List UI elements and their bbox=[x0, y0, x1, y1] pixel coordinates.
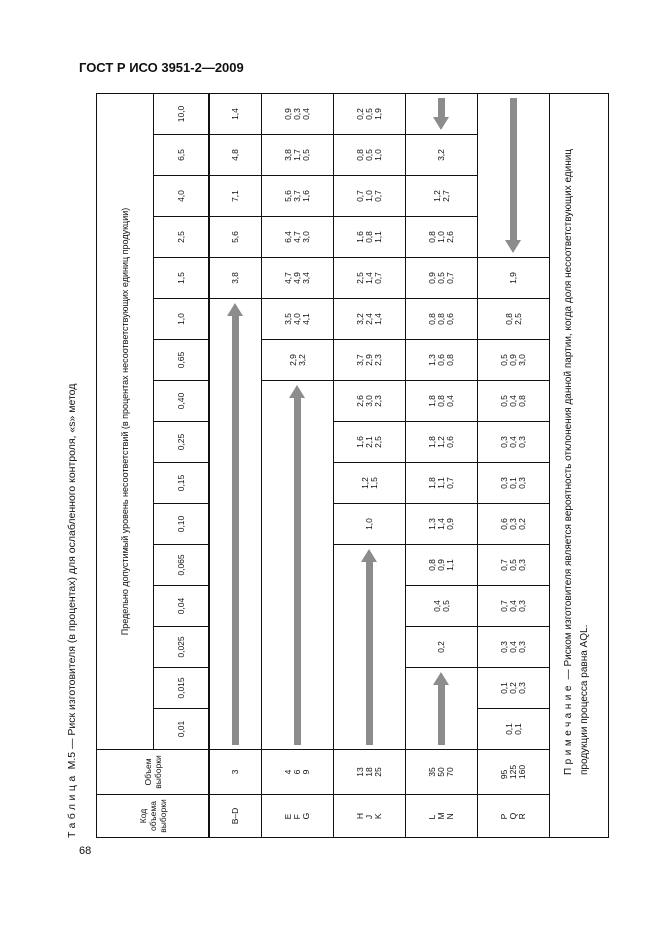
note-body: — Риском изготовителя является вероятность отклонения данной партии, когда доля несоответствующих единиц продукции процесса равна AQL. bbox=[563, 148, 590, 775]
value-cell: 1,8 1,1 0,7 bbox=[406, 463, 478, 504]
aql-header-15: 10,0 bbox=[154, 94, 210, 135]
aql-header-14: 6,5 bbox=[154, 135, 210, 176]
aql-header-3: 0,04 bbox=[154, 586, 210, 627]
value-cell: 0,9 0,5 0,7 bbox=[406, 258, 478, 299]
value-cell: 0,3 0,4 0,3 bbox=[478, 422, 550, 463]
producer-risk-table bbox=[96, 93, 550, 838]
aql-header-6: 0,15 bbox=[154, 463, 210, 504]
value-cell: 1,9 bbox=[478, 258, 550, 299]
header-aql-title: Предельно допустимый уровень несоответствий (в процентах несоответствующих единиц продукции) bbox=[97, 94, 154, 750]
aql-header-10: 1,0 bbox=[154, 299, 210, 340]
rotated-table-page bbox=[60, 90, 620, 850]
aql-header-11: 1,5 bbox=[154, 258, 210, 299]
arrow-right-icon bbox=[366, 562, 373, 745]
value-cell: 0,8 2,5 bbox=[478, 299, 550, 340]
aql-header-2: 0,025 bbox=[154, 627, 210, 668]
aql-header-9: 0,65 bbox=[154, 340, 210, 381]
value-cell: 1,3 1,4 0,9 bbox=[406, 504, 478, 545]
caption-prefix: Таблица bbox=[66, 772, 78, 838]
aql-header-7: 0,25 bbox=[154, 422, 210, 463]
arrow-left-icon bbox=[510, 98, 517, 240]
aql-header-13: 4,0 bbox=[154, 176, 210, 217]
value-cell: 0,3 0,4 0,3 bbox=[478, 627, 550, 668]
sample-code-cell: P Q R bbox=[478, 795, 550, 838]
value-cell: 3,2 bbox=[406, 135, 478, 176]
table-row bbox=[406, 94, 478, 838]
value-cell: 7,1 bbox=[209, 176, 262, 217]
value-cell: 3,2 2,4 1,4 bbox=[334, 299, 406, 340]
value-cell: 0,7 1,0 0,7 bbox=[334, 176, 406, 217]
arrow-right-icon bbox=[294, 398, 301, 745]
aql-header-1: 0,015 bbox=[154, 668, 210, 709]
table-note bbox=[547, 93, 609, 838]
value-cell: 1,2 2,7 bbox=[406, 176, 478, 217]
value-cell: 0,4 0,5 bbox=[406, 586, 478, 627]
arrow-right-cell bbox=[406, 668, 478, 750]
value-cell: 0,8 0,9 1,1 bbox=[406, 545, 478, 586]
caption-text: M.5 — Риск изготовителя (в процентах) для ослабленного контроля, «s» метод bbox=[66, 383, 78, 770]
value-cell: 0,8 0,5 1,0 bbox=[334, 135, 406, 176]
aql-header-5: 0,10 bbox=[154, 504, 210, 545]
sample-code-cell: H J K bbox=[334, 795, 406, 838]
sample-size-cell: 3 bbox=[209, 750, 262, 795]
arrow-right-cell bbox=[262, 381, 334, 750]
value-cell: 4,7 4,9 3,4 bbox=[262, 258, 334, 299]
value-cell: 0,5 0,4 0,8 bbox=[478, 381, 550, 422]
table-caption bbox=[66, 384, 78, 838]
value-cell: 2,9 3,2 bbox=[262, 340, 334, 381]
value-cell: 0,2 0,5 1,9 bbox=[334, 94, 406, 135]
value-cell: 0,7 0,5 0,3 bbox=[478, 545, 550, 586]
sample-size-cell: 4 6 9 bbox=[262, 750, 334, 795]
value-cell: 1,8 1,2 0,6 bbox=[406, 422, 478, 463]
sample-code-cell: E F G bbox=[262, 795, 334, 838]
page-number: 68 bbox=[79, 845, 92, 857]
arrow-right-icon bbox=[438, 685, 445, 745]
document-header: ГОСТ Р ИСО 3951-2—2009 bbox=[79, 60, 244, 75]
value-cell: 2,5 1,4 0,7 bbox=[334, 258, 406, 299]
value-cell: 0,8 1,0 2,6 bbox=[406, 217, 478, 258]
table-row bbox=[334, 94, 406, 838]
value-cell: 0,3 0,1 0,3 bbox=[478, 463, 550, 504]
value-cell: 0,8 0,8 0,6 bbox=[406, 299, 478, 340]
value-cell: 0,6 0,3 0,2 bbox=[478, 504, 550, 545]
value-cell: 3,8 bbox=[209, 258, 262, 299]
value-cell: 3,8 1,7 0,5 bbox=[262, 135, 334, 176]
sample-size-cell: 95 125 160 bbox=[478, 750, 550, 795]
value-cell: 5,6 3,7 1,6 bbox=[262, 176, 334, 217]
value-cell: 1,6 2,1 2,5 bbox=[334, 422, 406, 463]
aql-header-0: 0,01 bbox=[154, 709, 210, 750]
value-cell: 0,7 0,4 0,3 bbox=[478, 586, 550, 627]
note-text bbox=[561, 115, 593, 775]
value-cell: 0,2 bbox=[406, 627, 478, 668]
arrow-left-cell bbox=[406, 94, 478, 135]
header-sample-size: Объем выборки bbox=[97, 750, 210, 795]
value-cell: 1,0 bbox=[334, 504, 406, 545]
value-cell: 0,1 0,2 0,3 bbox=[478, 668, 550, 709]
value-cell: 5,6 bbox=[209, 217, 262, 258]
arrow-left-icon bbox=[438, 98, 445, 117]
value-cell: 0,1 0,1 bbox=[478, 709, 550, 750]
aql-header-4: 0,065 bbox=[154, 545, 210, 586]
header-sample-code: Код объема выборки bbox=[97, 795, 210, 838]
value-cell: 1,3 0,6 0,8 bbox=[406, 340, 478, 381]
note-label: Примечание bbox=[563, 682, 574, 775]
value-cell: 1,2 1,5 bbox=[334, 463, 406, 504]
sample-code-cell: B–D bbox=[209, 795, 262, 838]
header-row-aql-title bbox=[97, 94, 154, 838]
value-cell: 0,9 0,3 0,4 bbox=[262, 94, 334, 135]
sample-size-cell: 35 50 70 bbox=[406, 750, 478, 795]
table-row bbox=[478, 94, 550, 838]
aql-header-8: 0,40 bbox=[154, 381, 210, 422]
value-cell: 0,5 0,9 3,0 bbox=[478, 340, 550, 381]
header-row-aql-values bbox=[154, 94, 210, 838]
aql-header-12: 2,5 bbox=[154, 217, 210, 258]
arrow-right-icon bbox=[232, 316, 239, 745]
value-cell: 3,5 4,0 4,1 bbox=[262, 299, 334, 340]
table-row bbox=[262, 94, 334, 838]
arrow-right-cell bbox=[209, 299, 262, 750]
value-cell: 2,6 3,0 2,3 bbox=[334, 381, 406, 422]
value-cell: 1,8 0,8 0,4 bbox=[406, 381, 478, 422]
sample-size-cell: 13 18 25 bbox=[334, 750, 406, 795]
arrow-right-cell bbox=[334, 545, 406, 750]
value-cell: 6,4 4,7 3,0 bbox=[262, 217, 334, 258]
value-cell: 4,8 bbox=[209, 135, 262, 176]
table-row bbox=[209, 94, 262, 838]
value-cell: 1,6 0,8 1,1 bbox=[334, 217, 406, 258]
value-cell: 3,7 2,9 2,3 bbox=[334, 340, 406, 381]
sample-code-cell: L M N bbox=[406, 795, 478, 838]
arrow-left-cell bbox=[478, 94, 550, 258]
value-cell: 1,4 bbox=[209, 94, 262, 135]
